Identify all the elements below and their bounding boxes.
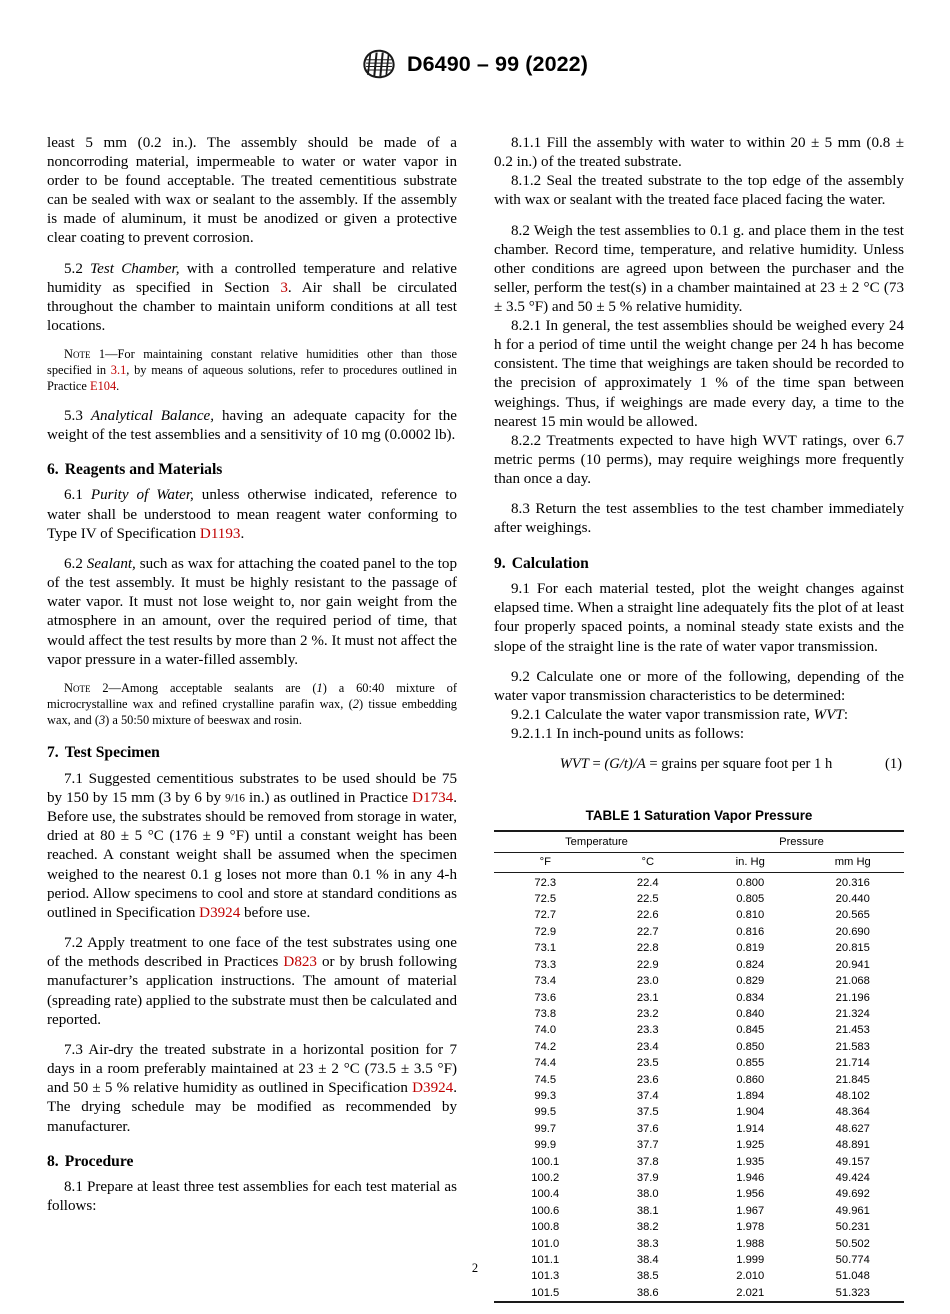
paragraph-number: 8.2 xyxy=(511,222,530,239)
cell-fahrenheit: 100.2 xyxy=(531,1171,560,1184)
note-text: Among acceptable sealants are ( xyxy=(120,680,317,695)
cell-fahrenheit: 73.3 xyxy=(534,958,557,971)
column-header-mm-hg: mm Hg xyxy=(834,856,871,869)
section-number: 7. xyxy=(47,744,59,762)
cell-in-hg: 0.805 xyxy=(736,893,765,906)
cell-mm-hg: 20.941 xyxy=(835,958,870,971)
table-row xyxy=(494,1219,904,1235)
cross-reference-link[interactable]: 3.1 xyxy=(110,363,127,378)
cell-celsius: 38.1 xyxy=(636,1204,659,1217)
note-2 xyxy=(47,681,457,729)
cell-fahrenheit: 101.1 xyxy=(531,1254,560,1267)
cell-mm-hg: 49.692 xyxy=(835,1188,870,1201)
paragraph-8-1-2 xyxy=(494,172,904,210)
paragraph-number: 7.3 xyxy=(64,1042,83,1059)
table-body xyxy=(494,873,904,1302)
group-header-temperature: Temperature xyxy=(565,835,628,848)
note-number: 2— xyxy=(90,680,121,695)
cell-mm-hg: 20.316 xyxy=(835,876,870,889)
cell-in-hg: 1.956 xyxy=(736,1188,765,1201)
right-column xyxy=(494,134,904,1303)
paragraph-number: 8.2.1 xyxy=(511,318,542,335)
paragraph-5-1-continued: least 5 mm (0.2 in.). The assembly should be made of a noncorroding material, impermeable to water or water vapor in order to be found acceptable. The treated cementitious substrate can be sealed with wax or sealant to the assembly. If the assembly is made of aluminum, it must be anodized or given a protective clear coating to prevent corrosion. xyxy=(47,135,457,247)
fraction-value: 9/16 xyxy=(225,792,245,805)
paragraph-text: . Before use, the substrates should be removed from storage in water, dried at 80 ± 5 °C (176 ± 9 °F) until a constant weight has been reached. A constant weight shall be assumed when the specimen weighed to the nearest 0.1 g loses not more than 0.1 % in any 4-h period. Allow specimens to cool and store at standard conditions as outlined in Specification xyxy=(47,790,457,921)
cell-mm-hg: 20.690 xyxy=(835,925,870,938)
table-1-container xyxy=(494,808,904,1303)
paragraph-text: Weigh the test assemblies to 0.1 g. and place them in the test chamber. Record time, temperature, and relative humidity. Unless other conditions are agreed upon between the purchaser and the seller, perform the test(s) in a chamber maintained at 23 ± 2 °C (73 ± 3.5 °F) and 50 ± 5 % relative humidity. xyxy=(494,222,904,316)
cell-fahrenheit: 99.7 xyxy=(534,1122,557,1135)
paragraph-8-2-1 xyxy=(494,317,904,431)
paragraph-text: or by brush following manufacturer’s application instructions. The amount of material (spreading rate) applied to the substrate must then be calculated and reported. xyxy=(47,954,458,1028)
cell-in-hg: 0.829 xyxy=(736,975,765,988)
cell-celsius: 22.9 xyxy=(636,958,659,971)
note-item-number: 1 xyxy=(316,680,323,695)
paragraph-text: . Air shall be circulated throughout the chamber to maintain uniform conditions at all test locations. xyxy=(47,280,457,335)
cell-in-hg: 0.845 xyxy=(736,1024,765,1037)
cell-celsius: 37.5 xyxy=(636,1106,659,1119)
cell-fahrenheit: 73.8 xyxy=(534,1007,557,1020)
paragraph-text: Air-dry the treated substrate in a horizontal position for 7 days in a room preferably maintained at 23 ± 2 °C (73.5 ± 3.5 °F) and 50 ± 5 % relative humidity as outlined in Specification xyxy=(47,1042,457,1097)
cell-fahrenheit: 73.1 xyxy=(534,942,557,955)
cell-fahrenheit: 74.2 xyxy=(534,1040,557,1053)
table-row xyxy=(494,957,904,973)
table-row xyxy=(494,1203,904,1219)
paragraph-text: Calculate the water vapor transmission rate, xyxy=(541,707,814,724)
paragraph-text: Treatments expected to have high WVT ratings, over 6.7 metric perms (10 perms), may require weighings more frequently than once a day. xyxy=(494,432,904,487)
paragraph-7-2 xyxy=(47,934,457,1029)
paragraph-text: such as wax for attaching the coated panel to the top of the test assembly. It must be highly resistant to the passage of water vapor. It must not lose weight to, nor gain weight from the atmosphere in an amount, over the required period of time, that would affect the test results by more than 2 %. It must not affect the vapor pressure in a water-filled assembly. xyxy=(47,556,457,668)
table-row xyxy=(494,1104,904,1120)
cell-mm-hg: 49.157 xyxy=(835,1155,870,1168)
cell-mm-hg: 49.424 xyxy=(835,1171,870,1184)
cell-fahrenheit: 72.9 xyxy=(534,925,557,938)
paragraph-text: : xyxy=(843,707,849,724)
paragraph-number: 5.2 xyxy=(64,260,83,277)
astm-logo-icon xyxy=(362,49,396,79)
cell-fahrenheit: 100.4 xyxy=(531,1188,560,1201)
section-title: Test Specimen xyxy=(64,744,160,762)
cell-mm-hg: 20.565 xyxy=(835,909,870,922)
paragraph-8-2-2 xyxy=(494,432,904,489)
defined-term: WVT xyxy=(813,707,844,724)
paragraph-text: Calculate one or more of the following, depending of the water vapor transmission characteristics to be determined: xyxy=(494,669,904,705)
defined-term: Test Chamber, xyxy=(90,260,180,277)
paragraph-8-1-1 xyxy=(494,134,904,172)
cell-in-hg: 0.819 xyxy=(736,942,765,955)
equation-number: (1) xyxy=(884,756,902,773)
paragraph-text: before use. xyxy=(240,904,311,921)
paragraph-number: 7.1 xyxy=(64,771,83,788)
cell-celsius: 38.0 xyxy=(636,1188,659,1201)
cell-in-hg: 0.840 xyxy=(736,1007,765,1020)
table-row xyxy=(494,973,904,989)
cell-fahrenheit: 74.0 xyxy=(534,1024,557,1037)
cell-in-hg: 2.021 xyxy=(736,1286,765,1299)
table-head xyxy=(494,831,904,872)
note-text: , by means of aqueous solutions, refer to procedures outlined in Practice xyxy=(47,363,457,394)
paragraph-text: . The drying schedule may be modified as recommended by manufacturer. xyxy=(47,1080,457,1135)
equation-units: grains per square foot per 1 h xyxy=(661,756,833,773)
equation-operator: = xyxy=(588,756,605,773)
cell-mm-hg: 21.714 xyxy=(835,1057,870,1070)
table-1-title: TABLE 1 Saturation Vapor Pressure xyxy=(585,808,813,824)
paragraph-text: having an adequate capacity for the weight of the test assemblies and a sensitivity of 10 mg (0.0002 lb). xyxy=(47,407,457,443)
cell-celsius: 23.3 xyxy=(636,1024,659,1037)
cell-in-hg: 1.914 xyxy=(736,1122,765,1135)
column-header-celsius: °C xyxy=(641,856,655,869)
table-row xyxy=(494,1170,904,1186)
cell-in-hg: 1.967 xyxy=(736,1204,765,1217)
cell-mm-hg: 21.324 xyxy=(835,1007,870,1020)
paragraph-9-2-1 xyxy=(494,706,904,725)
table-row xyxy=(494,891,904,907)
cell-mm-hg: 21.583 xyxy=(835,1040,870,1053)
cell-celsius: 22.7 xyxy=(636,925,659,938)
cell-in-hg: 1.894 xyxy=(736,1089,765,1102)
section-number: 6. xyxy=(47,460,59,478)
paragraph-number: 5.3 xyxy=(64,407,83,424)
paragraph-text: In general, the test assemblies should be weighed every 24 h for a period of time until the weight change per 24 h has become consistent. The time that weighings are taken should be recorded to the precision of approximately 1 % of the time span between weighings. Thus, if weighings are made every day, a time to the nearest 15 min would be allowed. xyxy=(494,318,904,430)
section-heading-9 xyxy=(494,555,904,574)
defined-term: Purity of Water, xyxy=(90,487,194,504)
table-row xyxy=(494,1236,904,1252)
note-item-number: 3 xyxy=(98,712,106,727)
cell-celsius: 38.3 xyxy=(636,1237,659,1250)
cell-fahrenheit: 73.6 xyxy=(534,991,557,1004)
paragraph-6-1 xyxy=(47,486,457,543)
note-text: For maintaining constant relative humidities other than those specified in xyxy=(47,347,457,378)
cell-in-hg: 1.925 xyxy=(736,1139,765,1152)
paragraph-text: unless otherwise indicated, reference to water shall be understood to mean reagent water conforming to Type IV of Specification xyxy=(47,487,457,542)
cell-celsius: 37.6 xyxy=(636,1122,659,1135)
table-row xyxy=(494,907,904,923)
table-row xyxy=(494,1186,904,1202)
section-title: Reagents and Materials xyxy=(64,460,223,478)
paragraph-number: 9.1 xyxy=(511,581,530,598)
paragraph-9-2 xyxy=(494,668,904,706)
paragraph-text: Prepare at least three test assemblies for each test material as follows: xyxy=(47,1179,457,1215)
cell-mm-hg: 49.961 xyxy=(835,1204,870,1217)
cell-fahrenheit: 72.3 xyxy=(534,876,557,889)
table-row xyxy=(494,1055,904,1071)
equation-lhs: WVT xyxy=(559,756,589,773)
cell-fahrenheit: 72.5 xyxy=(534,893,557,906)
note-text: ) tissue embedding wax, and ( xyxy=(47,696,457,727)
page-header xyxy=(0,42,950,86)
paragraph-number: 8.1.2 xyxy=(511,173,542,190)
table-row xyxy=(494,1022,904,1038)
paragraph-8-1 xyxy=(47,1178,457,1216)
table-group-header-row xyxy=(494,831,904,852)
cell-fahrenheit: 99.9 xyxy=(534,1139,557,1152)
cell-mm-hg: 51.323 xyxy=(835,1286,870,1299)
paragraph-5-2 xyxy=(47,260,457,336)
cell-fahrenheit: 101.0 xyxy=(531,1237,560,1250)
paragraph-text: Apply treatment to one face of the test substrates using one of the methods described in Practices xyxy=(47,935,457,971)
cell-in-hg: 0.855 xyxy=(736,1057,765,1070)
cell-fahrenheit: 100.6 xyxy=(531,1204,560,1217)
section-heading-8 xyxy=(47,1153,457,1172)
equation-1 xyxy=(494,755,904,774)
cell-in-hg: 1.935 xyxy=(736,1155,765,1168)
paragraph-text: Seal the treated substrate to the top edge of the assembly with wax or sealant with the treated face placed facing the water. xyxy=(494,173,904,209)
paragraph-number: 6.1 xyxy=(64,487,83,504)
cell-in-hg: 1.999 xyxy=(736,1254,765,1267)
cell-celsius: 38.4 xyxy=(636,1254,659,1267)
defined-term: Sealant, xyxy=(86,556,136,573)
paragraph-number: 8.1.1 xyxy=(511,135,542,151)
cell-celsius: 37.7 xyxy=(636,1139,659,1152)
paragraph-number: 8.2.2 xyxy=(511,432,542,449)
paragraph-text: Return the test assemblies to the test chamber immediately after weighings. xyxy=(494,501,904,537)
table-row xyxy=(494,990,904,1006)
cell-mm-hg: 21.453 xyxy=(835,1024,870,1037)
cross-reference-link[interactable]: D1734 xyxy=(412,790,454,807)
note-item-number: 2 xyxy=(352,696,359,711)
paragraph-5-3 xyxy=(47,407,457,445)
cell-in-hg: 0.816 xyxy=(736,925,765,938)
section-number: 8. xyxy=(47,1152,59,1170)
section-heading-7 xyxy=(47,744,457,763)
section-title: Procedure xyxy=(64,1152,134,1170)
cell-mm-hg: 21.196 xyxy=(835,991,870,1004)
table-bottom-rule xyxy=(494,1301,904,1303)
table-row xyxy=(494,1072,904,1088)
page-number: 2 xyxy=(471,1261,479,1275)
document-designation: D6490 – 99 (2022) xyxy=(407,51,588,76)
group-header-pressure: Pressure xyxy=(779,835,824,848)
paragraph-number: 8.3 xyxy=(511,501,530,518)
note-text: ) a 60:40 mixture of microcrystalline wax and refined crystalline parafin wax, ( xyxy=(47,680,458,711)
table-row xyxy=(494,1006,904,1022)
cell-fahrenheit: 100.8 xyxy=(531,1221,560,1234)
cell-in-hg: 0.810 xyxy=(736,909,765,922)
table-column-header-row xyxy=(494,852,904,872)
cell-celsius: 22.6 xyxy=(636,909,659,922)
equation-expression: (G/t)/A xyxy=(604,756,646,773)
cell-mm-hg: 48.364 xyxy=(835,1106,870,1119)
section-number: 9. xyxy=(494,554,506,572)
paragraph-text: . xyxy=(240,525,245,542)
cell-celsius: 38.6 xyxy=(636,1286,659,1299)
cell-in-hg: 1.904 xyxy=(736,1106,765,1119)
note-label: Note xyxy=(64,347,91,362)
cross-reference-link[interactable]: 3 xyxy=(280,280,288,297)
paragraph-number: 6.2 xyxy=(64,556,83,573)
note-text: . xyxy=(116,379,120,394)
cell-in-hg: 0.860 xyxy=(736,1073,765,1086)
paragraph-number: 7.2 xyxy=(64,935,83,952)
paragraph-number: 8.1 xyxy=(64,1179,83,1196)
left-column xyxy=(47,134,457,1303)
cell-fahrenheit: 73.4 xyxy=(534,975,557,988)
cell-mm-hg: 50.502 xyxy=(835,1237,870,1250)
paragraph-7-1 xyxy=(47,770,457,923)
cell-mm-hg: 48.891 xyxy=(835,1139,870,1152)
cell-celsius: 23.1 xyxy=(636,991,659,1004)
cell-celsius: 37.4 xyxy=(636,1089,659,1102)
cell-fahrenheit: 101.5 xyxy=(531,1286,560,1299)
paragraph-text: in.) as outlined in Practice xyxy=(244,790,413,807)
paragraph-text: For each material tested, plot the weight changes against elapsed time. When a straight line adequately fits the plot of at least four properly spaced points, a nominal steady state exists and the slope of the straight line is the rate of water vapor transmission. xyxy=(494,581,904,655)
paragraph-number: 9.2.1 xyxy=(511,707,542,724)
table-row xyxy=(494,1137,904,1153)
cell-celsius: 38.5 xyxy=(636,1270,659,1283)
column-header-fahrenheit: °F xyxy=(539,856,551,869)
note-label: Note xyxy=(64,680,91,695)
section-heading-6 xyxy=(47,461,457,480)
paragraph-number: 9.2 xyxy=(511,669,530,686)
cell-mm-hg: 48.102 xyxy=(835,1089,870,1102)
paragraph-number: 9.2.1.1 xyxy=(511,726,553,743)
equation-operator: = xyxy=(645,756,662,773)
cross-reference-link[interactable]: E104 xyxy=(90,379,117,394)
cell-mm-hg: 21.068 xyxy=(835,975,870,988)
cell-mm-hg: 21.845 xyxy=(835,1073,870,1086)
document-page xyxy=(0,42,950,1314)
cell-celsius: 37.9 xyxy=(636,1171,659,1184)
table-row xyxy=(494,873,904,891)
cell-mm-hg: 48.627 xyxy=(835,1122,870,1135)
table-row xyxy=(494,1154,904,1170)
cell-mm-hg: 20.815 xyxy=(835,942,870,955)
table-row xyxy=(494,1121,904,1137)
cross-reference-link[interactable]: D823 xyxy=(283,954,317,971)
paragraph-7-3 xyxy=(47,1041,457,1136)
column-header-in-hg: in. Hg xyxy=(735,856,765,869)
cell-celsius: 22.5 xyxy=(636,893,659,906)
note-text: ) a 50:50 mixture of beeswax and rosin. xyxy=(105,712,302,727)
cell-fahrenheit: 72.7 xyxy=(534,909,557,922)
cross-reference-link[interactable]: D1193 xyxy=(199,525,241,542)
paragraph-8-2 xyxy=(494,222,904,317)
paragraph-text: In inch-pound units as follows: xyxy=(552,726,745,743)
paragraph-6-2 xyxy=(47,555,457,669)
section-title: Calculation xyxy=(511,554,589,572)
paragraph-9-2-1-1 xyxy=(494,725,904,744)
cell-in-hg: 2.010 xyxy=(736,1270,765,1283)
table-row xyxy=(494,924,904,940)
cell-in-hg: 0.800 xyxy=(736,876,765,889)
cell-celsius: 22.8 xyxy=(636,942,659,955)
cell-celsius: 22.4 xyxy=(636,876,659,889)
note-number: 1— xyxy=(90,347,118,362)
paragraph-text: Suggested cementitious substrates to be used should be 75 by 150 by 15 mm (3 by 6 by xyxy=(47,771,457,807)
cell-celsius: 37.8 xyxy=(636,1155,659,1168)
cell-celsius: 23.0 xyxy=(636,975,659,988)
cell-celsius: 23.2 xyxy=(636,1007,659,1020)
table-row xyxy=(494,1285,904,1301)
note-1 xyxy=(47,347,457,395)
paragraph-text: with a controlled temperature and relative humidity as specified in Section xyxy=(47,260,457,297)
table-row xyxy=(494,1039,904,1055)
cell-celsius: 23.4 xyxy=(636,1040,659,1053)
cell-in-hg: 1.946 xyxy=(736,1171,765,1184)
cross-reference-link[interactable]: D3924 xyxy=(199,904,241,921)
cell-mm-hg: 20.440 xyxy=(835,893,870,906)
cell-celsius: 38.2 xyxy=(636,1221,659,1234)
content-columns xyxy=(47,134,905,1303)
cell-celsius: 23.5 xyxy=(636,1057,659,1070)
paragraph-text: Fill the assembly with water to within 20 ± 5 mm (0.8 ± 0.2 in.) of the treated substrate. xyxy=(494,135,904,171)
table-row xyxy=(494,1088,904,1104)
cell-mm-hg: 50.231 xyxy=(835,1221,870,1234)
table-row xyxy=(494,940,904,956)
cell-in-hg: 1.988 xyxy=(736,1237,765,1250)
cell-in-hg: 1.978 xyxy=(736,1221,765,1234)
cell-fahrenheit: 101.3 xyxy=(531,1270,560,1283)
cell-fahrenheit: 99.3 xyxy=(534,1089,557,1102)
table-1-saturation-vapor-pressure xyxy=(494,830,904,1301)
cell-fahrenheit: 74.5 xyxy=(534,1073,557,1086)
cell-celsius: 23.6 xyxy=(636,1073,659,1086)
equation-body xyxy=(560,755,833,774)
cell-in-hg: 0.834 xyxy=(736,991,765,1004)
cell-fahrenheit: 74.4 xyxy=(534,1057,557,1070)
cell-in-hg: 0.850 xyxy=(736,1040,765,1053)
paragraph-9-1 xyxy=(494,580,904,656)
cross-reference-link[interactable]: D3924 xyxy=(412,1080,454,1097)
paragraph-8-3 xyxy=(494,500,904,538)
cell-mm-hg: 50.774 xyxy=(835,1254,870,1267)
cell-fahrenheit: 99.5 xyxy=(534,1106,557,1119)
cell-mm-hg: 51.048 xyxy=(835,1270,870,1283)
cell-fahrenheit: 100.1 xyxy=(531,1155,560,1168)
defined-term: Analytical Balance, xyxy=(90,407,215,424)
cell-in-hg: 0.824 xyxy=(736,958,765,971)
